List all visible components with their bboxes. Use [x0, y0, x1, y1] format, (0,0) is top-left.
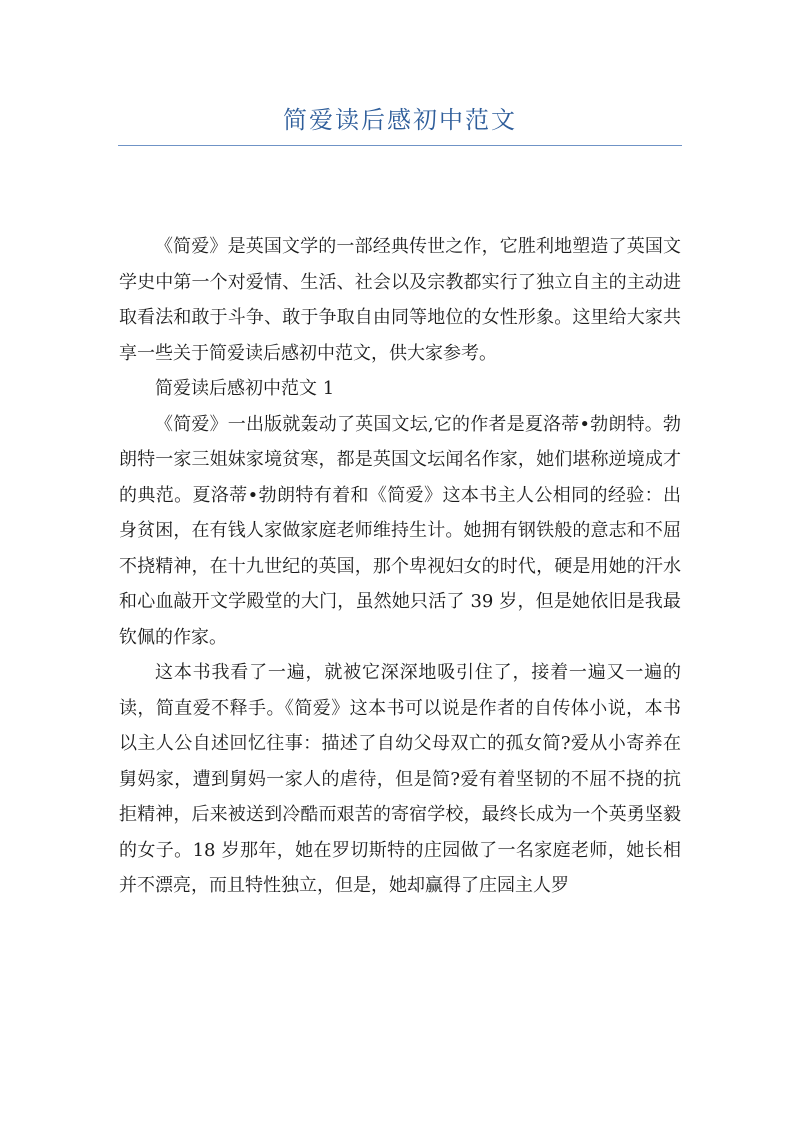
section-heading: 简爱读后感初中范文 1: [155, 378, 335, 399]
body-paragraph: 这本书我看了一遍，就被它深深地吸引住了，接着一遍又一遍的读，简直爱不释手。《简爱》这本书可以说是作者的自传体小说，本书以主人公自述回忆往事：描述了自幼父母双亡的孤女简?爱从小寄养在舅妈家，遭到舅妈一家人的虐待，但是简?爱有着坚韧的不屈不挠的抗拒精神，后来被送到冷酷而艰苦的寄宿学校，最终长成为一个英勇坚毅的女子。18 岁那年，她在罗切斯特的庄园做了一名家庭老师，她长相并不漂亮，而且特性独立，但是，她却赢得了庄园主人罗: [119, 662, 681, 896]
body-paragraph: 《简爱》一出版就轰动了英国文坛,它的作者是夏洛蒂•勃朗特。勃朗特一家三姐妹家境贫寒，都是英国文坛闻名作家，她们堪称逆境成才的典范。夏洛蒂•勃朗特有着和《简爱》这本书主人公相同的经验：出身贫困，在有钱人家做家庭老师维持生计。她拥有钢铁般的意志和不屈不挠精神，在十九世纪的英国，那个卑视妇女的时代，硬是用她的汗水和心血敲开文学殿堂的大门，虽然她只活了 39 岁，但是她依旧是我最钦佩的作家。: [119, 413, 681, 648]
title-divider: [118, 145, 682, 146]
intro-paragraph: 《简爱》是英国文学的一部经典传世之作，它胜利地塑造了英国文学史中第一个对爱情、生活、社会以及宗教都实行了独立自主的主动进取看法和敢于斗争、敢于争取自由同等地位的女性形象。这里给大家共享一些关于简爱读后感初中范文，供大家参考。: [119, 236, 681, 364]
document-title: 简爱读后感初中范文: [283, 106, 517, 134]
document-body: [119, 229, 681, 904]
